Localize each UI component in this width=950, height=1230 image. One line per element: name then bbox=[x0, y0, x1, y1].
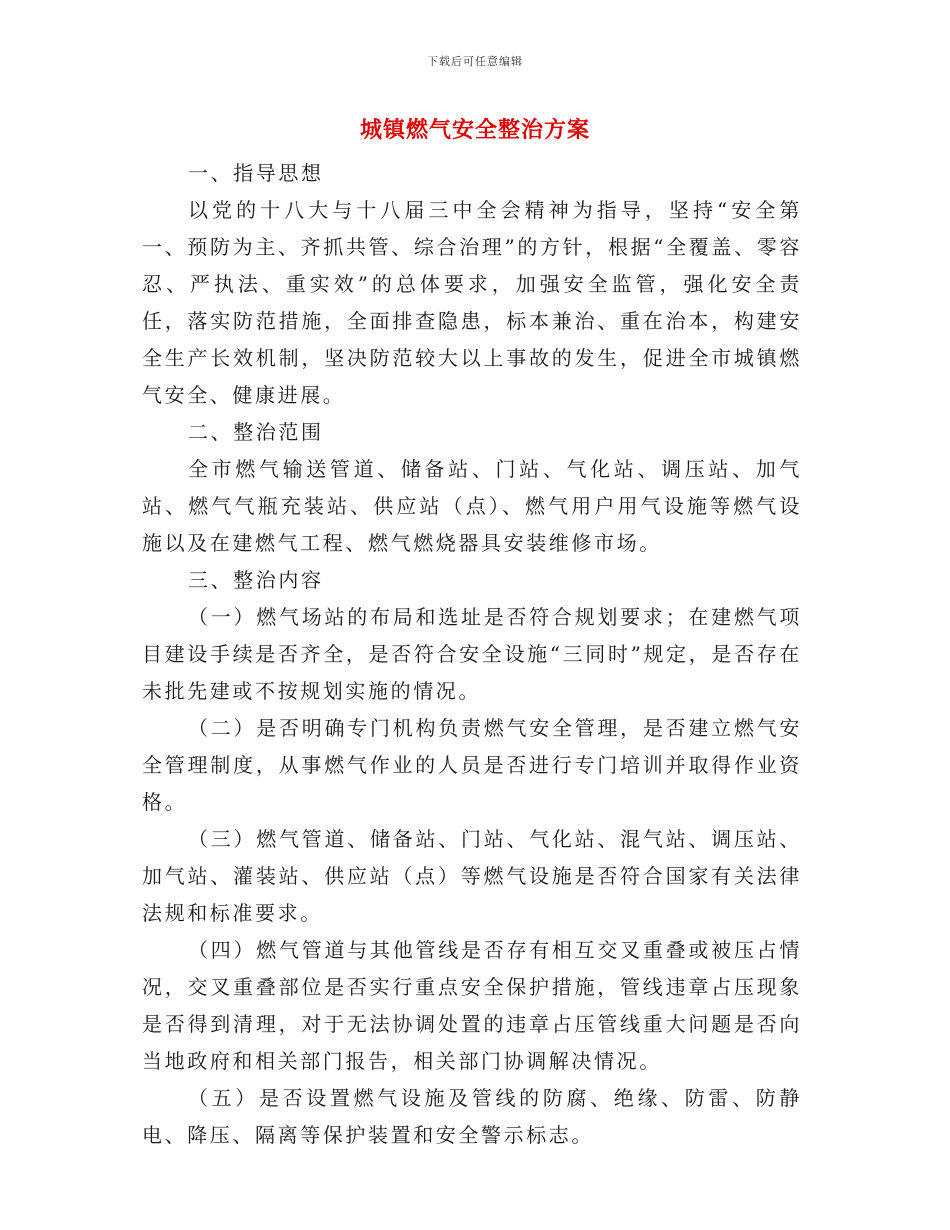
document-title: 城镇燃气安全整治方案 bbox=[359, 117, 590, 143]
paragraph: （三）燃气管道、储备站、门站、气化站、混气站、调压站、加气站、灌装站、供应站（点）等燃气设施是否符合国家有关法律法规和标准要求。 bbox=[142, 827, 802, 925]
paragraph: 以党的十八大与十八届三中全会精神为指导，坚持“安全第一、预防为主、齐抓共管、综合治理”的方针，根据“全覆盖、零容忍、严执法、重实效”的总体要求，加强安全监管，强化安全责任，落实防范措施，全面排查隐患，标本兼治、重在治本，构建安全生产长效机制，坚决防范较大以上事故的发生，促进全市城镇燃气安全、健康进展。 bbox=[142, 198, 802, 407]
paragraph: （一）燃气场站的布局和选址是否符合规划要求；在建燃气项目建设手续是否齐全，是否符合安全设施“三同时”规定，是否存在未批先建或不按规划实施的情况。 bbox=[142, 605, 802, 703]
section-heading: 一、指导思想 bbox=[188, 161, 324, 185]
header-note: 下载后可任意编辑 bbox=[427, 55, 523, 68]
paragraph: 全市燃气输送管道、储备站、门站、气化站、调压站、加气站、燃气气瓶充装站、供应站（点）、燃气用户用气设施等燃气设施以及在建燃气工程、燃气燃烧器具安装维修市场。 bbox=[142, 457, 802, 555]
section-heading: 三、整治内容 bbox=[188, 568, 324, 592]
paragraph: （二）是否明确专门机构负责燃气安全管理，是否建立燃气安全管理制度，从事燃气作业的人员是否进行专门培训并取得作业资格。 bbox=[142, 716, 802, 814]
section-heading: 二、整治范围 bbox=[188, 420, 324, 444]
paragraph: （四）燃气管道与其他管线是否存有相互交叉重叠或被压占情况，交叉重叠部位是否实行重点安全保护措施，管线违章占压现象是否得到清理，对于无法协调处置的违章占压管线重大问题是否向当地政府和相关部门报告，相关部门协调解决情况。 bbox=[142, 938, 802, 1073]
document-body bbox=[142, 155, 802, 1154]
paragraph: （五）是否设置燃气设施及管线的防腐、绝缘、防雷、防静电、降压、隔离等保护装置和安全警示标志。 bbox=[142, 1086, 802, 1147]
